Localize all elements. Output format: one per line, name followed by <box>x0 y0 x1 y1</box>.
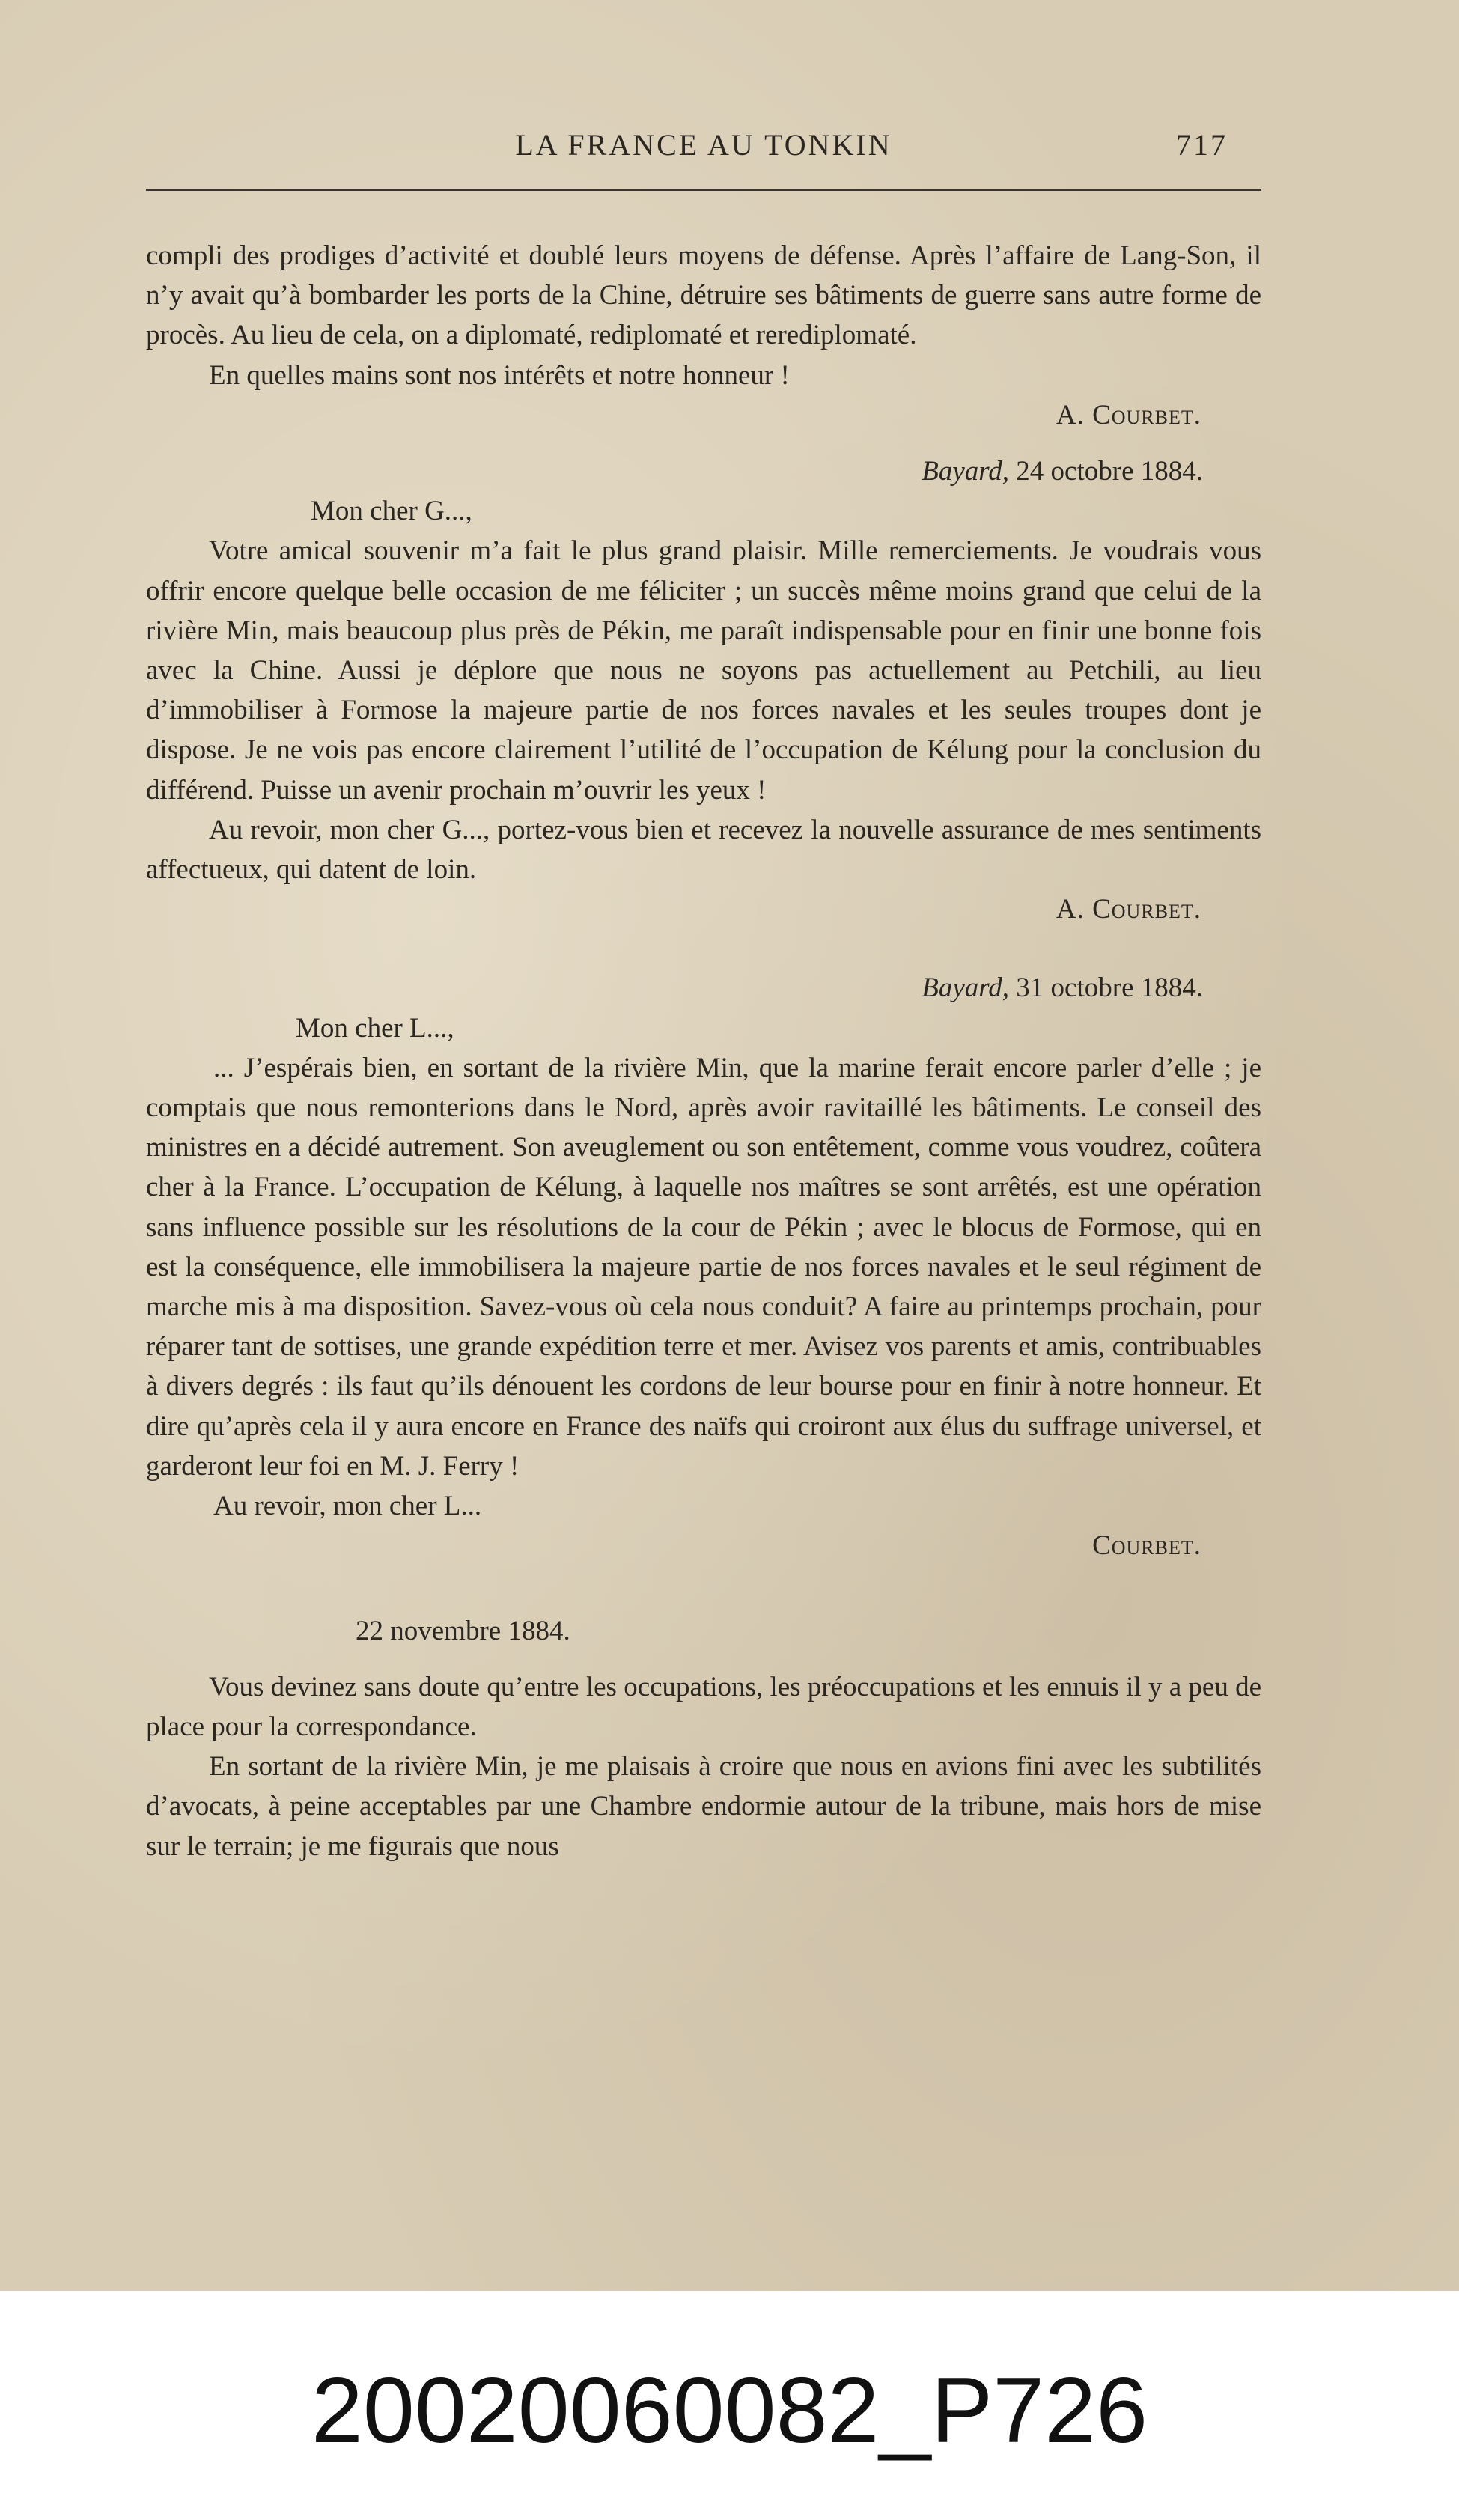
header-rule <box>146 189 1261 191</box>
ship-name: Bayard, <box>922 456 1010 487</box>
letter-dateline <box>146 968 1261 1008</box>
page-number: 717 <box>1176 128 1228 162</box>
signature-text: Courbet. <box>1092 1530 1201 1562</box>
signature <box>146 1526 1261 1565</box>
paragraph: Au revoir, mon cher L... <box>213 1491 482 1522</box>
paragraph: Au revoir, mon cher G..., portez-vous bien et recevez la nouvelle assurance de mes sentiments affectueux, qui datent de loin. <box>146 814 1261 886</box>
salutation: Mon cher L..., <box>296 1012 454 1044</box>
spacer <box>146 435 1261 451</box>
signature-text: A. Courbet. <box>1056 894 1201 925</box>
spacer <box>146 929 1261 968</box>
ship-name: Bayard, <box>922 973 1010 1004</box>
paragraph: Vous devinez sans doute qu’entre les occupations, les préoccupations et les ennuis il y a peu de place pour la correspondance. <box>146 1671 1261 1742</box>
body-text <box>146 236 1261 1866</box>
spacer <box>146 1651 1261 1667</box>
paragraph: En quelles mains sont nos intérêts et notre honneur ! <box>209 359 790 391</box>
letter-dateline <box>146 451 1261 491</box>
paragraph: En sortant de la rivière Min, je me plaisais à croire que nous en avions fini avec les subtilités d’avocats, à peine acceptables par une Chambre endormie autour de la tribune, mais hors de mise sur le terrain; je me figurais que nous <box>146 1751 1261 1862</box>
signature <box>146 395 1261 435</box>
salutation: Mon cher G..., <box>311 496 472 527</box>
letter-date: 24 octobre 1884. <box>1016 456 1203 487</box>
paragraph: ... J’espérais bien, en sortant de la rivière Min, que la marine ferait encore parler d’elle ; je comptais que nous remonterions dans le Nord, après avoir ravitaillé les bâtiments. Le conseil des ministres en a décidé autrement. Son aveuglement ou son entêtement, comme vous voudrez, coûtera cher à la France. L’occupation de Kélung, à laquelle nos maîtres se sont arrêtés, est une opération sans influence possible sur les résolutions de la cour de Pékin ; avec le blocus de Formose, qui en est la conséquence, elle immobilisera la majeure partie de nos forces navales et le seul régiment de marche mis à ma disposition. Savez-vous où cela nous conduit? A faire au printemps prochain, pour réparer tant de sottises, une grande expédition terre et mer. Avisez vos parents et amis, contribuables à divers degrés : ils faut qu’ils dénouent les cordons de leur bourse pour en finir à notre honneur. Et dire qu’après cela il y aura encore en France des naïfs qui croiront aux élus du suffrage universel, et garderont leur foi en M. J. Ferry ! <box>146 1052 1261 1482</box>
letter-date: 22 novembre 1884. <box>356 1615 570 1646</box>
paragraph: Votre amical souvenir m’a fait le plus grand plaisir. Mille remerciements. Je voudrais vous offrir encore quelque belle occasion de me féliciter ; un succès même moins grand que celui de la rivière Min, mais beaucoup plus près de Pékin, me paraît indispensable pour en finir une bonne fois avec la Chine. Aussi je déplore que nous ne soyons pas actuellement au Petchili, au lieu d’immobiliser à Formose la majeure partie de nos forces navales et les seules troupes dont je dispose. Je ne vois pas encore clairement l’utilité de l’occupation de Kélung pour la conclusion du différend. Puisse un avenir prochain m’ouvrir les yeux ! <box>146 535 1261 806</box>
spacer <box>146 1566 1261 1611</box>
signature-text: A. Courbet. <box>1056 399 1201 430</box>
running-title: LA FRANCE AU TONKIN <box>515 128 892 162</box>
page-header <box>146 127 1261 172</box>
scan-identifier-caption: 20020060082_P726 <box>311 2359 1148 2462</box>
letter-date: 31 octobre 1884. <box>1016 973 1203 1004</box>
paragraph-continued: compli des prodiges d’activité et doublé leurs moyens de défense. Après l’affaire de Lang-Son, il n’y avait qu’à bombarder les ports de la Chine, détruire ses bâtiments de guerre sans autre forme de procès. Au lieu de cela, on a diplomaté, rediplomaté et rerediplomaté. <box>146 240 1261 351</box>
signature <box>146 889 1261 929</box>
